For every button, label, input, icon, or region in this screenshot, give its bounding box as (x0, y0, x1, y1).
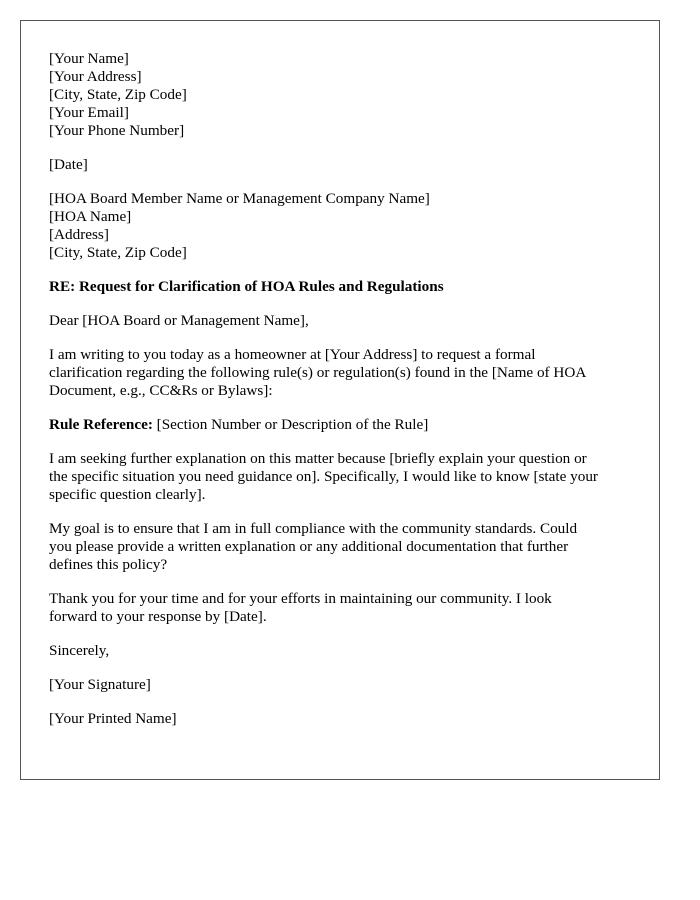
subject-line (49, 278, 631, 296)
goal-line: My goal is to ensure that I am in full compliance with the community standards. Could (49, 520, 578, 537)
explanation-line: the specific situation you need guidance on]. Specifically, I would like to know [state your (49, 468, 598, 485)
goal-line: you please provide a written explanation or any additional documentation that further (49, 538, 569, 555)
rule-reference-value: [Section Number or Description of the Rule] (152, 416, 429, 433)
sender-address: [Your Address] (49, 68, 142, 85)
closing-text: Sincerely, (49, 642, 110, 659)
goal-line: defines this policy? (49, 556, 168, 573)
salutation-text: Dear [HOA Board or Management Name], (49, 312, 309, 329)
goal-paragraph (49, 520, 631, 574)
letter-document (20, 20, 660, 780)
sender-block (49, 50, 631, 140)
thanks-paragraph (49, 590, 631, 626)
thanks-line: forward to your response by [Date]. (49, 608, 267, 625)
recipient-hoa-name: [HOA Name] (49, 208, 132, 225)
sender-city-state-zip: [City, State, Zip Code] (49, 86, 187, 103)
sender-email: [Your Email] (49, 104, 129, 121)
printed-name-block (49, 710, 631, 728)
signature-block (49, 676, 631, 694)
signature-text: [Your Signature] (49, 676, 151, 693)
explanation-line: specific question clearly]. (49, 486, 206, 503)
recipient-block (49, 190, 631, 262)
date-line (49, 156, 631, 174)
intro-paragraph (49, 346, 631, 400)
intro-line: Document, e.g., CC&Rs or Bylaws]: (49, 382, 273, 399)
closing (49, 642, 631, 660)
thanks-line: Thank you for your time and for your efforts in maintaining our community. I look (49, 590, 552, 607)
subject-text: RE: Request for Clarification of HOA Rules and Regulations (49, 278, 444, 295)
letter-date: [Date] (49, 156, 88, 173)
recipient-city-state-zip: [City, State, Zip Code] (49, 244, 187, 261)
explanation-paragraph (49, 450, 631, 504)
recipient-name: [HOA Board Member Name or Management Company Name] (49, 190, 430, 207)
rule-reference-paragraph (49, 416, 631, 434)
sender-phone: [Your Phone Number] (49, 122, 185, 139)
rule-reference-label: Rule Reference: (49, 416, 153, 433)
rule-reference-line (49, 416, 631, 434)
intro-line: I am writing to you today as a homeowner at [Your Address] to request a formal (49, 346, 536, 363)
recipient-address: [Address] (49, 226, 109, 243)
sender-name: [Your Name] (49, 50, 129, 67)
explanation-line: I am seeking further explanation on this matter because [briefly explain your question or (49, 450, 587, 467)
salutation (49, 312, 631, 330)
printed-name-text: [Your Printed Name] (49, 710, 177, 727)
intro-line: clarification regarding the following rule(s) or regulation(s) found in the [Name of HOA (49, 364, 587, 381)
